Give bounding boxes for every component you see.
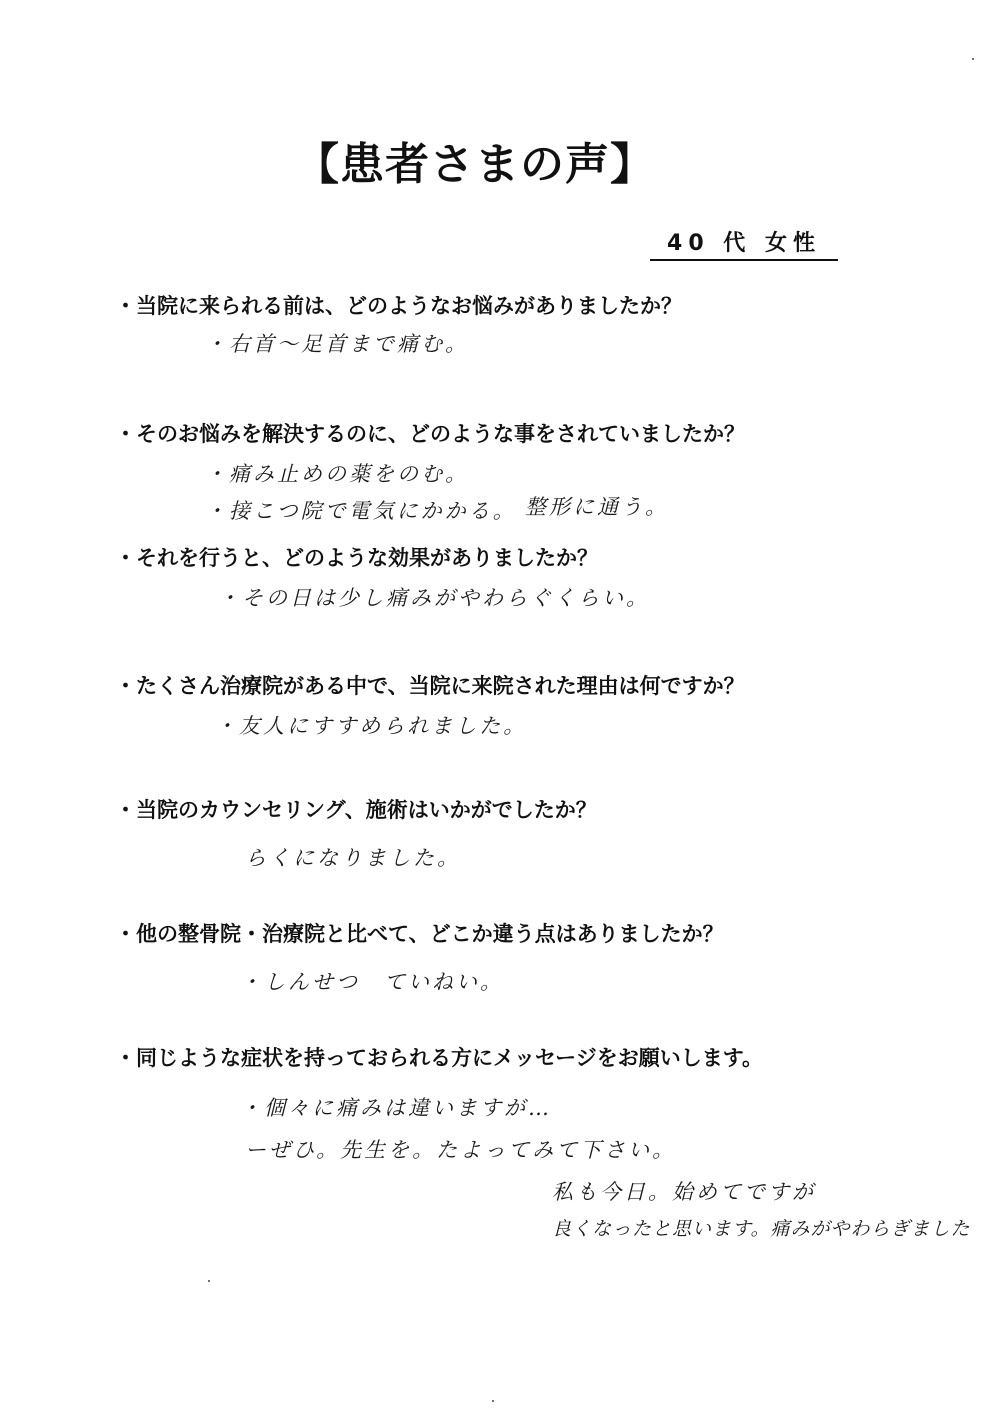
answer-7-3: 私も今日。始めてですが	[552, 1180, 816, 1204]
scan-speck	[492, 1400, 494, 1402]
page-title: 【患者さまの声】	[295, 139, 655, 190]
question-1: ・当院に来られる前は、どのようなお悩みがありましたか？	[115, 294, 682, 318]
answer-7-4: 良くなったと思います。痛みがやわらぎました	[552, 1218, 971, 1240]
scan-speck	[208, 1280, 210, 1282]
answer-4-1: ・友人にすすめられました。	[215, 714, 528, 738]
question-7: ・同じような症状を持っておられる方にメッセージをお願いします。	[115, 1046, 764, 1070]
answer-2-1: ・痛み止めの薬をのむ。	[205, 462, 469, 486]
question-3: ・それを行うと、どのような効果がありましたか？	[115, 546, 598, 570]
answer-3-1: ・その日は少し痛みがやわらぐくらい。	[218, 586, 650, 610]
answer-1-1: ・右首〜足首まで痛む。	[205, 332, 469, 356]
question-5: ・当院のカウンセリング、施術はいかがでしたか？	[115, 798, 597, 822]
scan-speck	[972, 58, 974, 60]
answer-7-2: ーぜひ。先生を。たよってみて下さい。	[245, 1138, 677, 1162]
question-4: ・たくさん治療院がある中で、当院に来院された理由は何ですか？	[115, 674, 745, 698]
answer-6-1: ・しんせつ ていねい。	[240, 970, 504, 994]
respondent-age-gender: 40 代 女性	[650, 226, 838, 261]
answer-7-1: ・個々に痛みは違いますが…	[240, 1096, 552, 1120]
answer-5-1: らくになりました。	[245, 846, 461, 870]
answer-2-3: 整形に通う。	[525, 495, 669, 519]
question-6: ・他の整骨院・治療院と比べて、どこか違う点はありましたか？	[115, 922, 724, 946]
question-2: ・そのお悩みを解決するのに、どのような事をされていましたか？	[115, 422, 745, 446]
answer-2-2: ・接こつ院で電気にかかる。	[205, 499, 517, 523]
